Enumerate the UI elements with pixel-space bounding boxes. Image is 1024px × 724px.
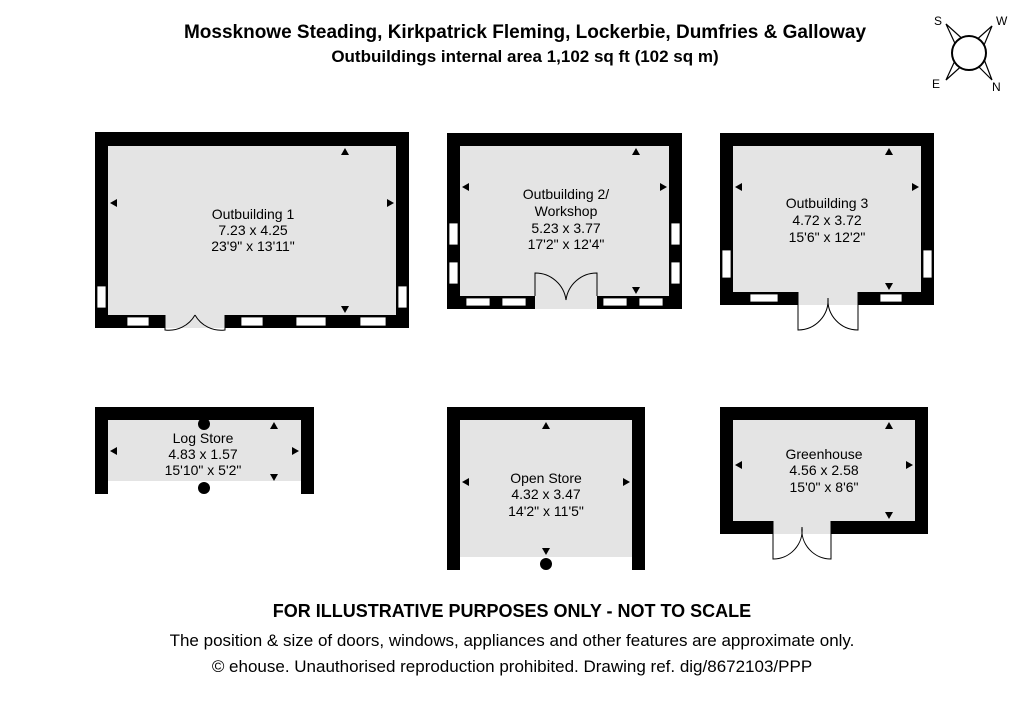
copyright-note: © ehouse. Unauthorised reproduction prohibited. Drawing ref. dig/8672103/PPP (211, 657, 813, 676)
open-store-imperial: 14'2" x 11'5" (508, 503, 584, 519)
outbuilding-2-name-line1: Outbuilding 2/ (522, 186, 610, 202)
greenhouse-metric: 4.56 x 2.58 (789, 462, 859, 478)
outbuilding-3-metric: 4.72 x 3.72 (792, 212, 862, 228)
compass-east-label: E (932, 77, 941, 91)
outbuilding-2-workshop (447, 133, 682, 309)
open-store-metric: 4.32 x 3.47 (511, 486, 581, 502)
log-store (95, 407, 314, 494)
compass-icon (932, 14, 1008, 94)
log-store-metric: 4.83 x 1.57 (168, 446, 238, 462)
compass-north-label: N (992, 80, 1001, 94)
open-store (447, 407, 645, 570)
outbuilding-1 (95, 132, 409, 330)
greenhouse-imperial: 15'0" x 8'6" (789, 479, 859, 495)
outbuilding-3 (720, 133, 934, 330)
outbuilding-3-imperial: 15'6" x 12'2" (788, 229, 866, 245)
plan-title: Mossknowe Steading, Kirkpatrick Fleming, Lockerbie, Dumfries & Galloway (183, 22, 867, 43)
compass-west-label: W (996, 14, 1008, 28)
disclaimer-note: The position & size of doors, windows, appliances and other features are approximate only. (169, 631, 855, 650)
greenhouse-name: Greenhouse (785, 446, 863, 462)
outbuilding-3-name: Outbuilding 3 (785, 195, 869, 211)
log-store-name: Log Store (172, 430, 234, 446)
outbuilding-1-name: Outbuilding 1 (211, 206, 295, 222)
log-store-imperial: 15'10" x 5'2" (164, 462, 242, 478)
open-store-name: Open Store (510, 470, 582, 486)
outbuilding-1-imperial: 23'9" x 13'11" (211, 238, 295, 254)
plan-subtitle: Outbuildings internal area 1,102 sq ft (102 sq m) (331, 47, 719, 66)
disclaimer-heading: FOR ILLUSTRATIVE PURPOSES ONLY - NOT TO SCALE (272, 601, 752, 621)
outbuilding-1-metric: 7.23 x 4.25 (218, 222, 288, 238)
outbuilding-2-name-line2: Workshop (534, 203, 598, 219)
compass-south-label: S (934, 14, 943, 28)
outbuilding-2-imperial: 17'2" x 12'4" (527, 236, 605, 252)
greenhouse (720, 407, 928, 559)
outbuilding-2-metric: 5.23 x 3.77 (531, 220, 601, 236)
